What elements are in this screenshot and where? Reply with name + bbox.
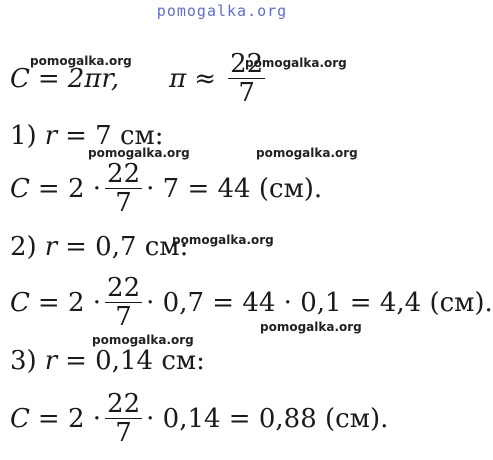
case-var: r [44,346,58,376]
calc-rest: · 0,7 = 44 · 0,1 = 4,4 (см). [146,287,493,318]
calc-rest: · 7 = 44 (см). [146,173,323,204]
calc-c: C [10,287,30,318]
watermark: pomogalka.org [30,54,132,68]
calc-fraction [105,274,142,331]
formula-approx: ≈ [194,63,217,94]
calc-fraction [105,390,142,447]
calc-c: C [10,403,30,434]
case-label: 2) [10,232,37,262]
formula-lhs: C [10,63,30,94]
calc-c: C [10,173,30,204]
formula-rhs: 2πr, [67,63,120,94]
case-2-calc [10,274,493,331]
calc-fraction [105,160,142,217]
fraction-denominator: 7 [115,188,132,218]
calc-eq: = 2 · [37,403,102,434]
header-watermark: pomogalka.org [156,2,288,20]
watermark: pomogalka.org [245,56,347,70]
case-var: r [44,232,58,262]
fraction-denominator: 7 [238,78,255,108]
watermark: pomogalka.org [92,333,194,347]
fraction-numerator: 22 [230,49,264,79]
formula-eq: = [37,63,60,94]
case-3-calc [10,390,388,447]
fraction-denominator: 7 [115,302,132,332]
case-label: 3) [10,346,37,376]
case-var: r [44,121,58,151]
watermark: pomogalka.org [172,233,274,247]
formula-pi: π [169,63,187,94]
case-cond: = 0,7 см: [65,232,189,262]
fraction-numerator: 22 [107,159,141,189]
calc-eq: = 2 · [37,287,102,318]
case-cond: = 7 см: [65,121,164,151]
fraction-numerator: 22 [107,389,141,419]
case-1-calc [10,160,322,217]
fraction-numerator: 22 [107,273,141,303]
watermark: pomogalka.org [88,146,190,160]
case-3-condition [10,346,205,376]
watermark: pomogalka.org [256,146,358,160]
case-2-condition [10,232,188,262]
calc-eq: = 2 · [37,173,102,204]
case-label: 1) [10,121,37,151]
calc-rest: · 0,14 = 0,88 (см). [146,403,389,434]
fraction-denominator: 7 [115,418,132,448]
case-cond: = 0,14 см: [65,346,205,376]
watermark: pomogalka.org [260,320,362,334]
